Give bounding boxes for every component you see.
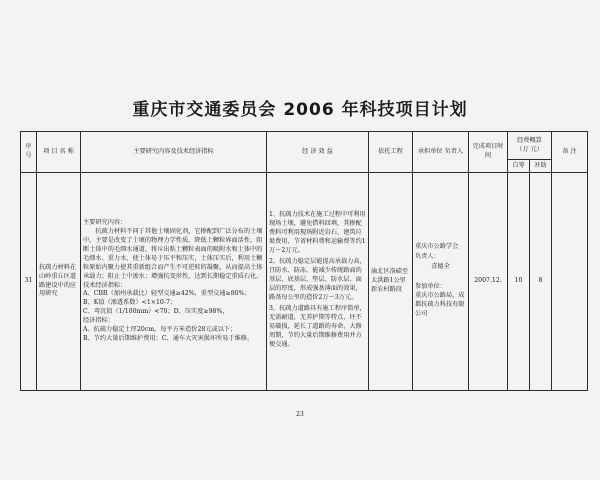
project-plan-table <box>20 131 588 391</box>
cell-remark <box>552 173 588 391</box>
cell-finish: 2007.12. <box>469 173 508 391</box>
header-content: 主要研究内容及技术经济指标 <box>81 132 267 173</box>
unit-line: 参加单位： <box>415 282 446 290</box>
cell-subsidy: 8 <box>530 173 552 391</box>
header-finish: 完成项目时间 <box>469 132 508 173</box>
header-seq: 序号 <box>21 132 37 173</box>
content-line: 抗疏力材料不同于其他土壤固化剂，它掺配到广泛分布的土壤中，主要是改变了土壤的物理力学性质，降低土颗粒界面活性，阻断土体中的毛细水通道，将斥出粘土颗粒表面的吸附水和土体中的毛细水、重力水，使土体易于压平和压实，土体压实后，利用土颗粒原始内聚力使其重新组合而产生不可逆转的凝聚，从而提高土体承载力；阻止土中渗水；增强抗变形性，达到长期稳定重质石化。 <box>83 227 263 280</box>
benefit-item: 3、抗疏力道路具有施工程序简单，无需耐道，无养护期等特点，坯不易破损，延长了道路的寿命、大修周期，节约大量后期维修费用并方便交通。 <box>269 304 366 348</box>
header-benefit: 经 济 效 益 <box>267 132 369 173</box>
benefit-item: 2、抗疏力稳定层能提高承载力高，且防水、防冻、能减少传统路面的基层、底基层、垫层、防水层、面层的厚度，形成强基薄面的效果，路基每公里的造价2万～3万元。 <box>269 258 366 301</box>
header-rely: 依托工程 <box>369 132 413 173</box>
header-self: 自筹 <box>508 160 530 173</box>
unit-line: 重庆市公路学会 <box>415 242 459 250</box>
header-remark: 备 注 <box>552 132 588 173</box>
header-unit: 承担单位 负责人 <box>413 132 469 173</box>
content-line: 经济指标： <box>83 317 114 325</box>
header-budget: 经费概算 （万 元） <box>508 132 552 160</box>
document-title: 重庆市交通委员会 2006 年科技项目计划 <box>132 100 468 120</box>
cell-seq: 31 <box>21 173 37 391</box>
table-row <box>21 173 588 391</box>
cell-name: 抗疏力材料在山岭重丘区道路建设中的应用研究 <box>37 173 81 391</box>
unit-line <box>415 273 466 282</box>
page-number: 23 <box>296 411 304 418</box>
benefit-item: 1、抗疏力技术在施工过程中可利用现场土壤，避免借料回填，其掺配费料可利用现场附近岩石、建筑垃圾费用，节省材料费和运输费等约1万～2万元。 <box>269 211 366 255</box>
content-line: B、K值（渗透系数）<1×10-7； <box>83 299 177 307</box>
content-line: C、弯沉值（1/100mm）<70；D、压实度≥98%， <box>83 308 229 316</box>
unit-line: 负责人： <box>415 252 440 260</box>
unit-line: 喜德全 <box>431 262 450 270</box>
table-header-row <box>21 132 588 160</box>
cell-benefit <box>267 173 369 391</box>
cell-unit <box>413 173 469 391</box>
unit-line: 重庆市公路局、成都抗疏力科技有限公司 <box>415 292 465 318</box>
header-subsidy: 补助 <box>530 160 552 173</box>
cell-rely: 渝北区洛碛至太洪路1公里新农村路段 <box>369 173 413 391</box>
cell-content <box>81 173 267 391</box>
cell-self: 10 <box>508 173 530 391</box>
content-line: A、CBR（加州承载比）轻型交通≥42%，重型交通≥80%； <box>83 290 251 298</box>
content-line: B、节约大量后期维护费用；C、通车大灾害损坏所易于维修。 <box>83 335 254 343</box>
content-line: A、抗疏力稳定土厚20cm，每平方米造价28元或以下； <box>83 326 237 334</box>
header-name: 项 目 名 称 <box>37 132 81 173</box>
content-line: 技术经济指标： <box>83 281 127 289</box>
content-line: 主要研究内容： <box>83 218 127 226</box>
